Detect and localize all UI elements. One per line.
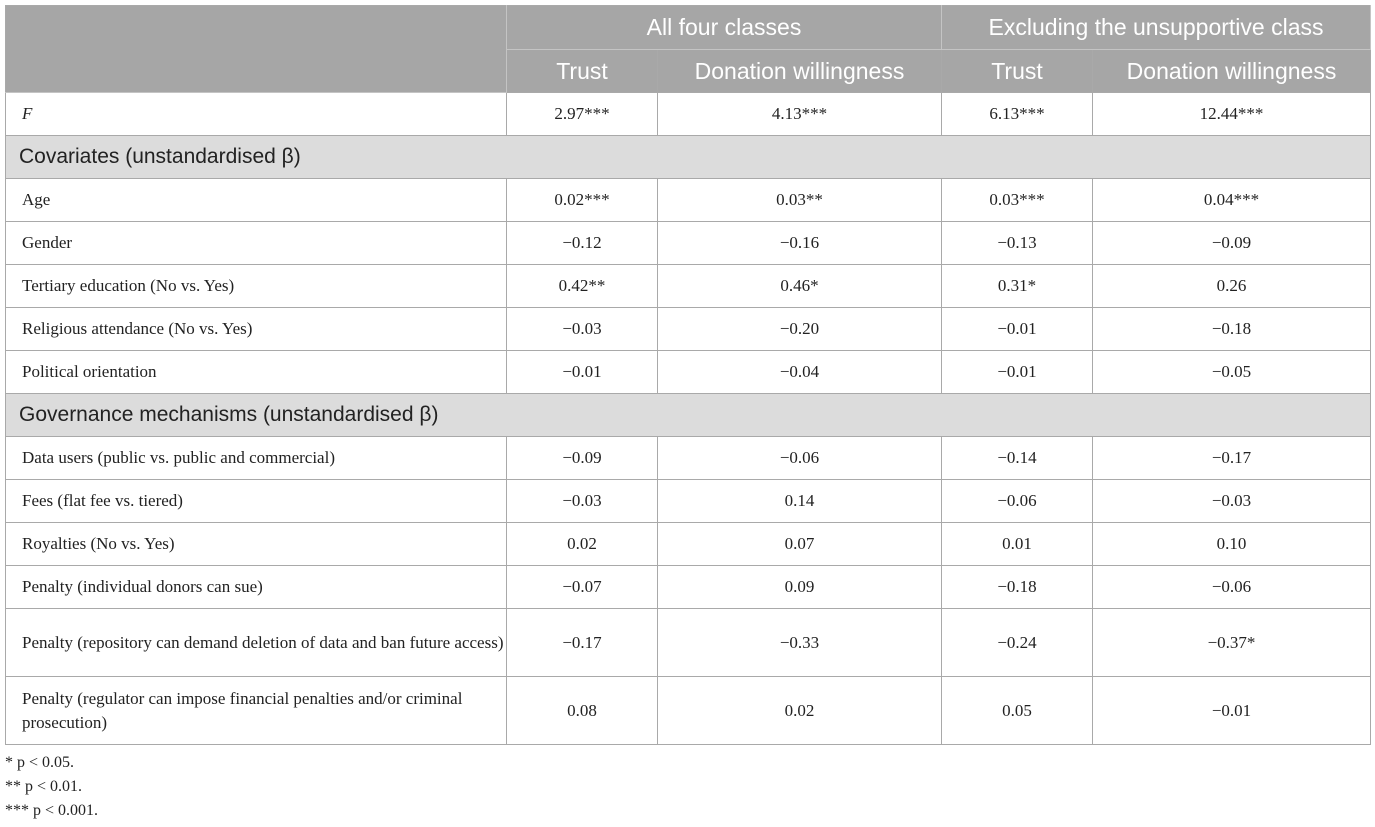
cell-value: −0.09	[507, 437, 658, 480]
table-row-f-statistic	[6, 93, 1371, 136]
cell-value: 6.13***	[942, 93, 1093, 136]
row-label: Penalty (individual donors can sue)	[6, 566, 507, 609]
cell-value: 12.44***	[1093, 93, 1371, 136]
section-title: Governance mechanisms (unstandardised β)	[6, 394, 1371, 437]
table-header	[6, 6, 1371, 93]
table-body	[6, 93, 1371, 745]
cell-value: −0.20	[658, 308, 942, 351]
cell-value: −0.37*	[1093, 609, 1371, 677]
table-row	[6, 480, 1371, 523]
header-group-row	[6, 6, 1371, 50]
cell-value: 0.07	[658, 523, 942, 566]
row-label: Penalty (regulator can impose financial penalties and/or criminal prosecution)	[6, 677, 507, 745]
cell-value: −0.06	[1093, 566, 1371, 609]
cell-value: −0.17	[1093, 437, 1371, 480]
header-trust-all: Trust	[507, 50, 658, 93]
cell-value: 0.02	[507, 523, 658, 566]
results-table-container	[5, 5, 1370, 823]
section-header-governance	[6, 394, 1371, 437]
section-title: Covariates (unstandardised β)	[6, 136, 1371, 179]
cell-value: 0.05	[942, 677, 1093, 745]
table-row	[6, 351, 1371, 394]
cell-value: −0.01	[1093, 677, 1371, 745]
cell-value: −0.03	[1093, 480, 1371, 523]
cell-value: −0.18	[1093, 308, 1371, 351]
cell-value: −0.12	[507, 222, 658, 265]
table-row	[6, 523, 1371, 566]
row-label: Age	[6, 179, 507, 222]
table-row	[6, 222, 1371, 265]
cell-value: −0.01	[507, 351, 658, 394]
table-footnotes	[5, 751, 1370, 823]
footnote-p01: ** p < 0.01.	[5, 778, 83, 795]
cell-value: 2.97***	[507, 93, 658, 136]
cell-value: −0.18	[942, 566, 1093, 609]
cell-value: 0.03**	[658, 179, 942, 222]
header-donation-all: Donation willingness	[658, 50, 942, 93]
cell-value: −0.06	[942, 480, 1093, 523]
cell-value: 0.14	[658, 480, 942, 523]
table-row	[6, 308, 1371, 351]
row-label: Data users (public vs. public and commercial)	[6, 437, 507, 480]
cell-value: 0.02	[658, 677, 942, 745]
cell-value: −0.01	[942, 308, 1093, 351]
row-label: Gender	[6, 222, 507, 265]
table-row	[6, 677, 1371, 745]
cell-value: −0.24	[942, 609, 1093, 677]
cell-value: −0.07	[507, 566, 658, 609]
cell-value: 0.03***	[942, 179, 1093, 222]
cell-value: 0.42**	[507, 265, 658, 308]
cell-value: 4.13***	[658, 93, 942, 136]
cell-value: 0.10	[1093, 523, 1371, 566]
footnote-p05: * p < 0.05.	[5, 754, 75, 771]
table-row	[6, 179, 1371, 222]
cell-value: 0.26	[1093, 265, 1371, 308]
cell-value: 0.09	[658, 566, 942, 609]
cell-value: 0.01	[942, 523, 1093, 566]
row-label: Fees (flat fee vs. tiered)	[6, 480, 507, 523]
header-group-excluding-unsupportive: Excluding the unsupportive class	[942, 6, 1371, 50]
cell-value: −0.17	[507, 609, 658, 677]
row-label: Political orientation	[6, 351, 507, 394]
cell-value: −0.16	[658, 222, 942, 265]
cell-value: −0.04	[658, 351, 942, 394]
cell-value: −0.05	[1093, 351, 1371, 394]
cell-value: −0.09	[1093, 222, 1371, 265]
footnote-p001: *** p < 0.001.	[5, 802, 99, 819]
header-blank-cell	[6, 6, 507, 93]
table-row	[6, 566, 1371, 609]
section-header-covariates	[6, 136, 1371, 179]
header-group-all-four-classes: All four classes	[507, 6, 942, 50]
header-donation-excluding: Donation willingness	[1093, 50, 1371, 93]
row-label: Penalty (repository can demand deletion of data and ban future access)	[6, 609, 507, 677]
cell-value: 0.04***	[1093, 179, 1371, 222]
table-row	[6, 437, 1371, 480]
header-trust-excluding: Trust	[942, 50, 1093, 93]
cell-value: −0.03	[507, 308, 658, 351]
table-row	[6, 265, 1371, 308]
cell-value: −0.33	[658, 609, 942, 677]
table-row	[6, 609, 1371, 677]
cell-value: 0.31*	[942, 265, 1093, 308]
row-label: F	[6, 93, 507, 136]
cell-value: 0.02***	[507, 179, 658, 222]
cell-value: 0.08	[507, 677, 658, 745]
cell-value: −0.03	[507, 480, 658, 523]
row-label: Religious attendance (No vs. Yes)	[6, 308, 507, 351]
cell-value: −0.01	[942, 351, 1093, 394]
cell-value: −0.06	[658, 437, 942, 480]
row-label: Royalties (No vs. Yes)	[6, 523, 507, 566]
cell-value: 0.46*	[658, 265, 942, 308]
cell-value: −0.13	[942, 222, 1093, 265]
regression-results-table	[5, 5, 1371, 745]
row-label: Tertiary education (No vs. Yes)	[6, 265, 507, 308]
cell-value: −0.14	[942, 437, 1093, 480]
